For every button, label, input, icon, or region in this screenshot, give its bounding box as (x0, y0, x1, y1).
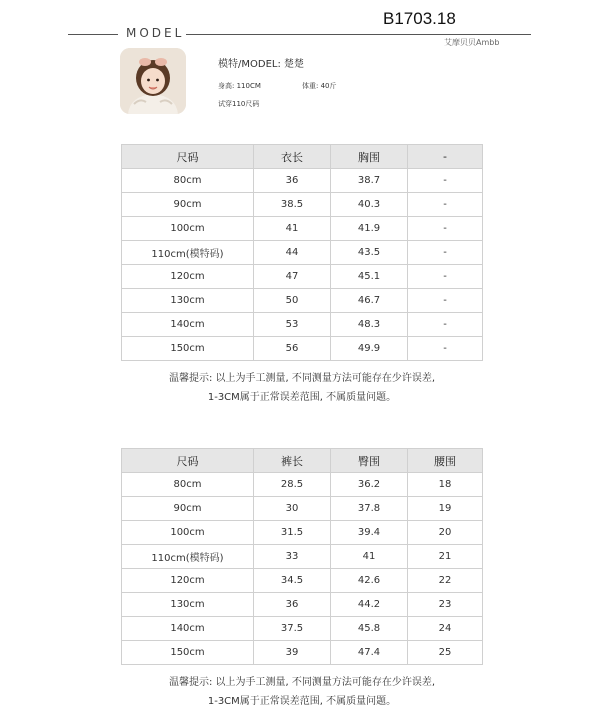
column-header: - (408, 145, 483, 169)
table-row (122, 545, 483, 569)
model-height: 身高: 110CM (218, 82, 261, 90)
table-cell: 37.8 (331, 497, 408, 521)
table-cell: 100cm (122, 521, 254, 545)
table-cell: 42.6 (331, 569, 408, 593)
table-cell: 90cm (122, 193, 254, 217)
table-cell: 18 (408, 473, 483, 497)
column-header: 裤长 (254, 449, 331, 473)
rule-left (68, 34, 118, 35)
table-row (122, 337, 483, 361)
note-line: 温馨提示: 以上为手工测量, 不同测量方法可能存在少许误差, (168, 373, 436, 384)
table-cell: 36 (254, 169, 331, 193)
column-header: 尺码 (122, 145, 254, 169)
table-row (122, 473, 483, 497)
table-cell: 22 (408, 569, 483, 593)
bottom-size-table (121, 448, 483, 665)
table-cell: 50 (254, 289, 331, 313)
column-header: 腰围 (408, 449, 483, 473)
rule-right (186, 34, 531, 35)
table-cell: 41 (331, 545, 408, 569)
table-cell: 37.5 (254, 617, 331, 641)
table-cell: - (408, 193, 483, 217)
table-cell: 19 (408, 497, 483, 521)
table-cell: 44 (254, 241, 331, 265)
model-trying-size: 试穿110尺码 (218, 100, 260, 108)
table-cell: 38.5 (254, 193, 331, 217)
table-row (122, 569, 483, 593)
table-cell: 100cm (122, 217, 254, 241)
table-row (122, 617, 483, 641)
table-row (122, 217, 483, 241)
table-cell: 47.4 (331, 641, 408, 665)
top-table-body (122, 169, 483, 361)
table-row (122, 193, 483, 217)
bottom-table-body (122, 473, 483, 665)
table-cell: 130cm (122, 289, 254, 313)
table-header-row (122, 145, 483, 169)
table-cell: 31.5 (254, 521, 331, 545)
table-cell: 110cm(模特码) (122, 241, 254, 265)
brand-name: 艾摩贝贝Ambb (444, 38, 500, 47)
table-cell: 23 (408, 593, 483, 617)
top-size-table (121, 144, 483, 361)
product-code: B1703.18 (383, 9, 456, 28)
table-cell: 53 (254, 313, 331, 337)
table-cell: 45.8 (331, 617, 408, 641)
table-cell: 150cm (122, 641, 254, 665)
table-cell: 39.4 (331, 521, 408, 545)
top-table-note (0, 369, 604, 407)
table-cell: 130cm (122, 593, 254, 617)
table-cell: 80cm (122, 473, 254, 497)
table-cell: 44.2 (331, 593, 408, 617)
table-row (122, 265, 483, 289)
table-cell: 40.3 (331, 193, 408, 217)
table-cell: 150cm (122, 337, 254, 361)
column-header: 胸围 (331, 145, 408, 169)
table-row (122, 289, 483, 313)
table-row (122, 521, 483, 545)
table-cell: 41.9 (331, 217, 408, 241)
table-cell: 30 (254, 497, 331, 521)
table-cell: 90cm (122, 497, 254, 521)
table-row (122, 169, 483, 193)
table-row (122, 593, 483, 617)
table-cell: - (408, 313, 483, 337)
table-cell: - (408, 217, 483, 241)
table-cell: 34.5 (254, 569, 331, 593)
column-header: 衣长 (254, 145, 331, 169)
model-weight: 体重: 40斤 (302, 82, 337, 90)
table-cell: 25 (408, 641, 483, 665)
table-cell: 41 (254, 217, 331, 241)
table-cell: 33 (254, 545, 331, 569)
model-section-label: MODEL (126, 26, 185, 40)
table-row (122, 641, 483, 665)
table-cell: 110cm(模特码) (122, 545, 254, 569)
column-header: 尺码 (122, 449, 254, 473)
table-cell: 45.1 (331, 265, 408, 289)
table-cell: 120cm (122, 265, 254, 289)
table-cell: - (408, 169, 483, 193)
note-line: 1-3CM属于正常误差范围, 不属质量问题。 (207, 392, 397, 403)
table-cell: 38.7 (331, 169, 408, 193)
table-row (122, 313, 483, 337)
table-cell: 56 (254, 337, 331, 361)
table-cell: 140cm (122, 617, 254, 641)
table-cell: 39 (254, 641, 331, 665)
note-line: 温馨提示: 以上为手工测量, 不同测量方法可能存在少许误差, (168, 677, 436, 688)
table-cell: 21 (408, 545, 483, 569)
note-line: 1-3CM属于正常误差范围, 不属质量问题。 (207, 696, 397, 707)
table-cell: 47 (254, 265, 331, 289)
table-cell: 48.3 (331, 313, 408, 337)
table-cell: 49.9 (331, 337, 408, 361)
table-cell: 80cm (122, 169, 254, 193)
table-row (122, 241, 483, 265)
table-cell: 43.5 (331, 241, 408, 265)
model-name: 模特/MODEL: 楚楚 (218, 59, 305, 70)
table-cell: 36.2 (331, 473, 408, 497)
table-cell: 28.5 (254, 473, 331, 497)
table-cell: 24 (408, 617, 483, 641)
table-row (122, 497, 483, 521)
table-cell: 120cm (122, 569, 254, 593)
column-header: 臀围 (331, 449, 408, 473)
table-cell: - (408, 265, 483, 289)
table-cell: 36 (254, 593, 331, 617)
table-cell: - (408, 337, 483, 361)
table-cell: 46.7 (331, 289, 408, 313)
table-header-row (122, 449, 483, 473)
model-photo (120, 48, 186, 114)
table-cell: 20 (408, 521, 483, 545)
table-cell: 140cm (122, 313, 254, 337)
table-cell: - (408, 241, 483, 265)
table-cell: - (408, 289, 483, 313)
bottom-table-note (0, 673, 604, 711)
